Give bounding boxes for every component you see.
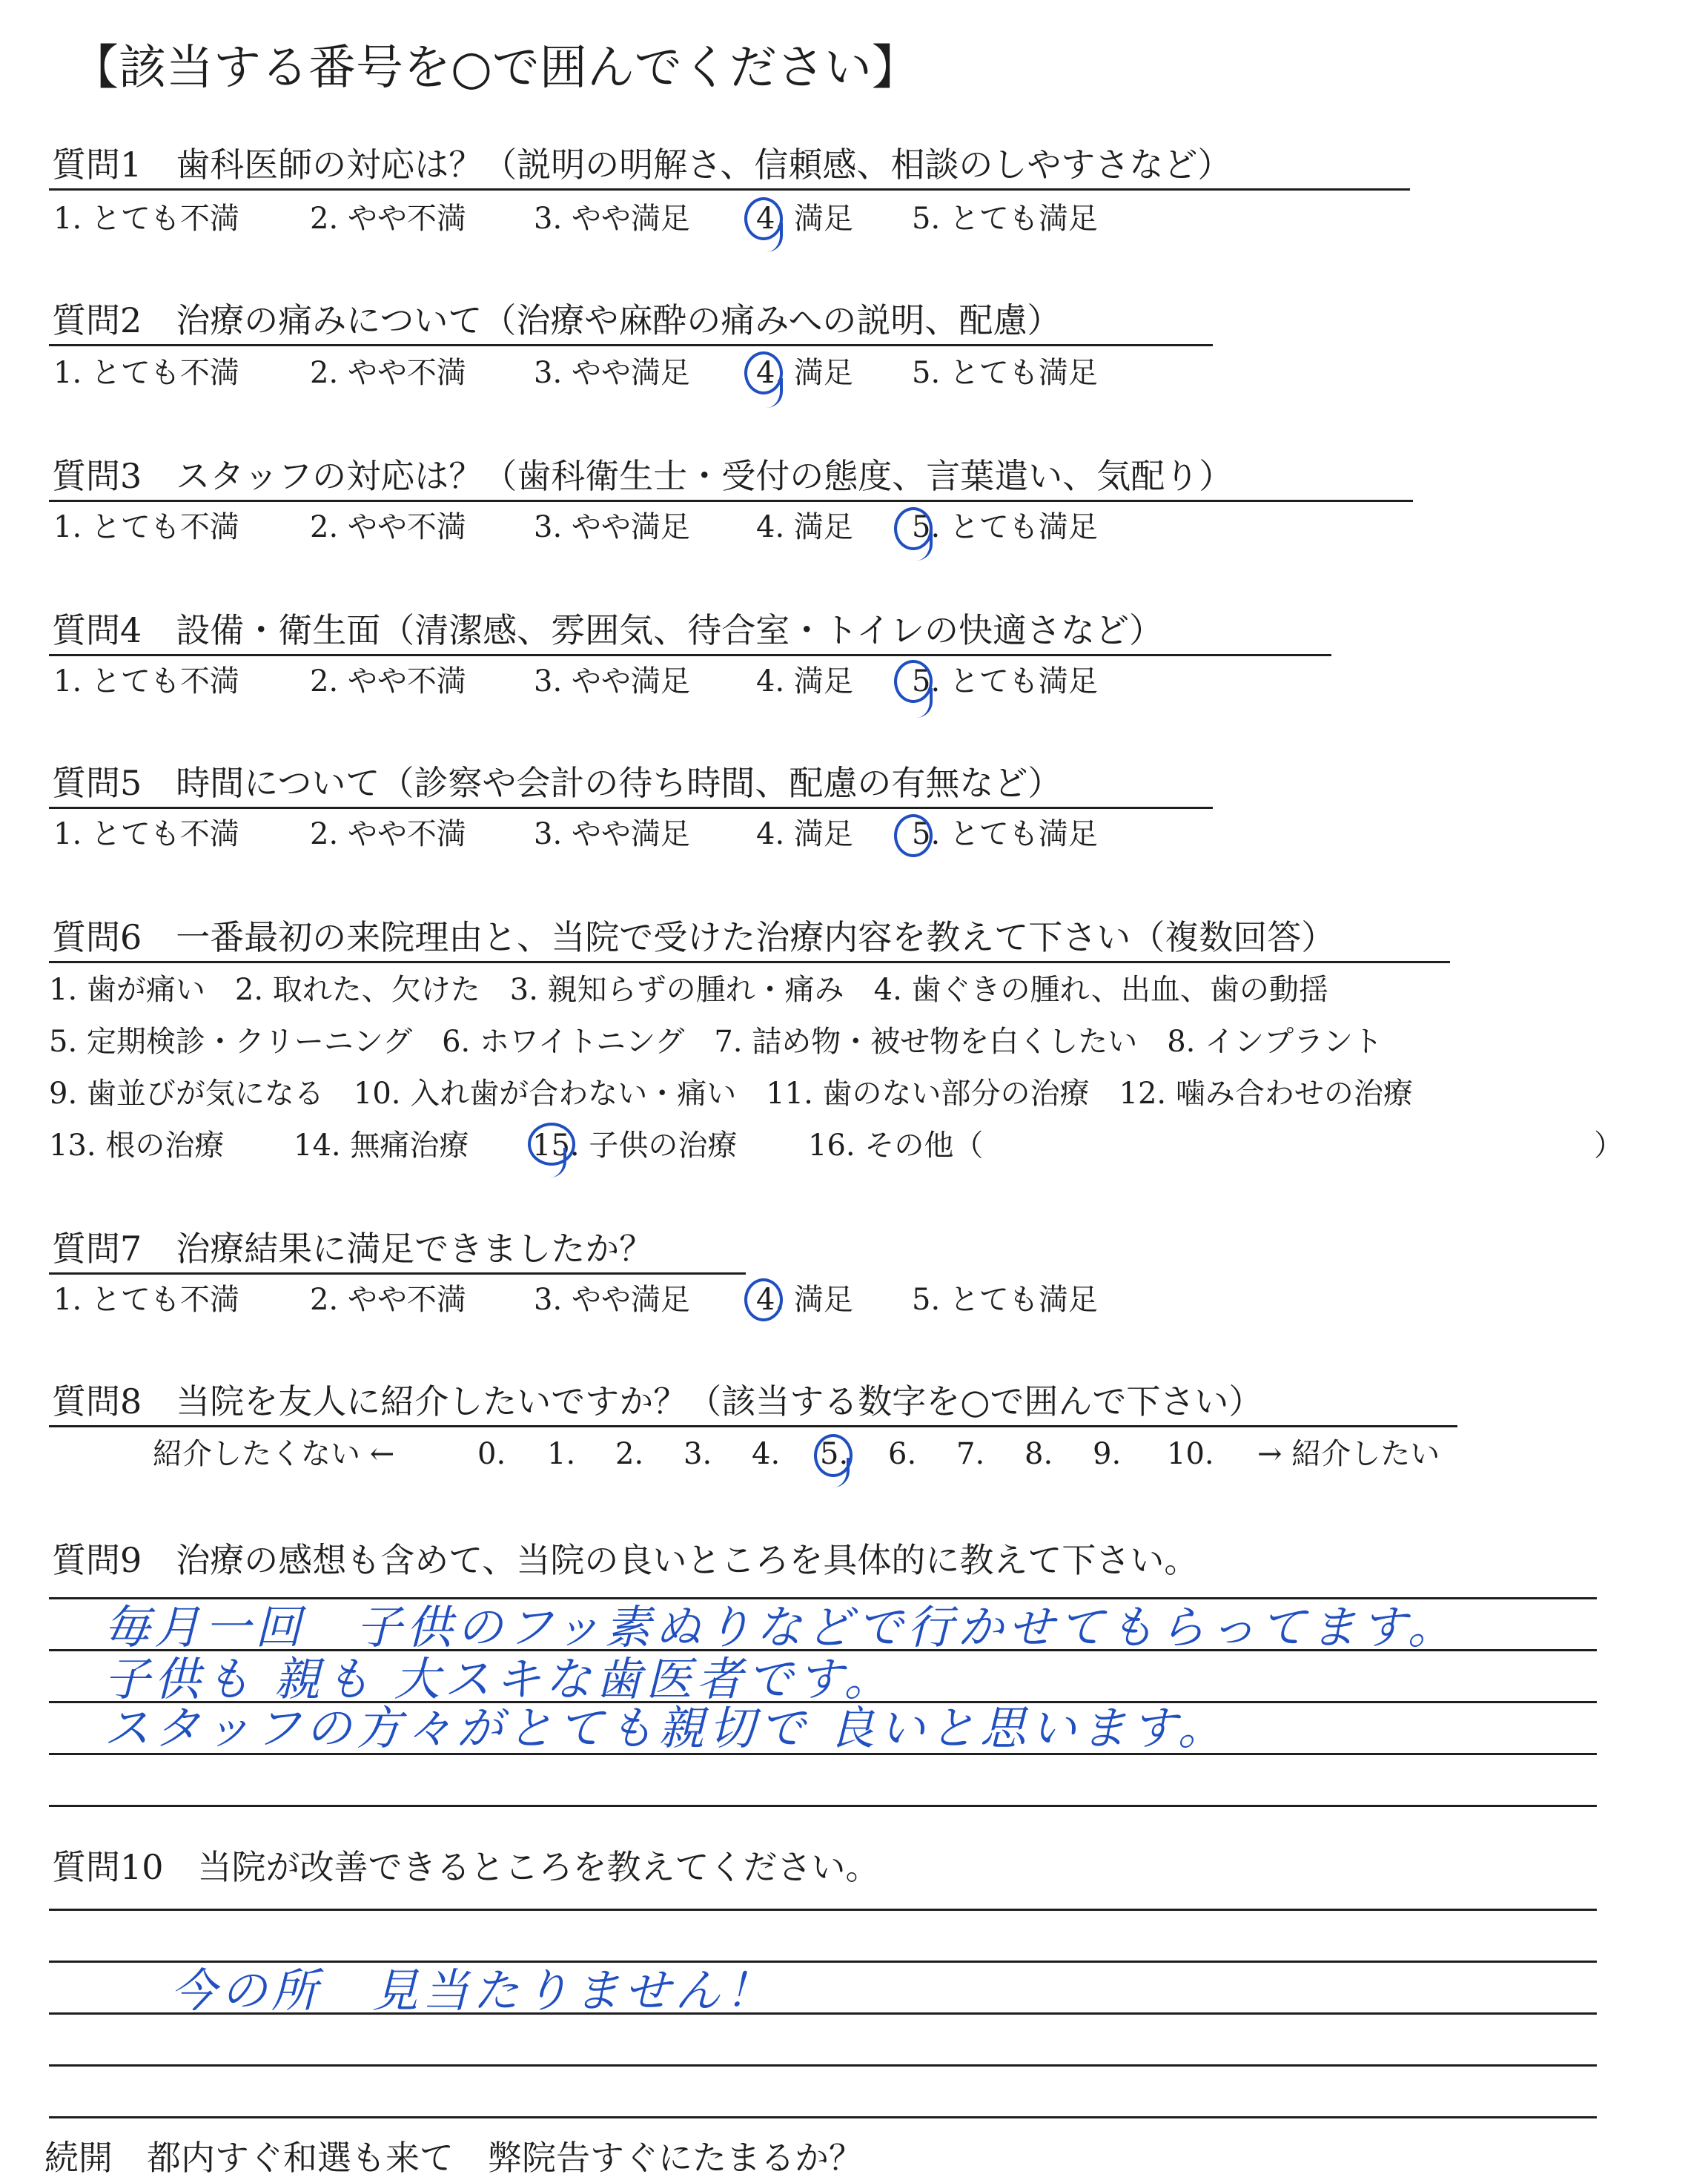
q1-option-4[interactable]: 4. 満足 bbox=[756, 202, 853, 236]
q3-option-4[interactable]: 4. 満足 bbox=[756, 510, 853, 544]
q8-scale-left-label: 紹介したくない ← bbox=[153, 1437, 395, 1471]
q7-option-1[interactable]: 1. とても不満 bbox=[53, 1283, 239, 1317]
q10-handwritten-answer: 今の所 見当たりません！ bbox=[171, 1963, 776, 2018]
question-1-label: 質問1 歯科医師の対応は？（説明の明解さ、信頼感、相談のしやすさなど） bbox=[52, 145, 1232, 185]
question-8-underline bbox=[49, 1425, 1457, 1427]
q1-option-3[interactable]: 3. やや満足 bbox=[534, 202, 690, 236]
q4-option-5[interactable]: 5. とても満足 bbox=[912, 664, 1098, 698]
q2-option-4[interactable]: 4. 満足 bbox=[756, 356, 853, 390]
q4-circle-tail bbox=[916, 688, 933, 718]
q3-option-2[interactable]: 2. やや不満 bbox=[310, 510, 466, 544]
q7-selected-circle bbox=[744, 1278, 783, 1321]
q5-option-5[interactable]: 5. とても満足 bbox=[912, 817, 1098, 851]
q8-scale-5[interactable]: 5. bbox=[820, 1437, 849, 1471]
q3-option-1[interactable]: 1. とても不満 bbox=[53, 510, 239, 544]
question-2-label: 質問2 治療の痛みについて（治療や麻酔の痛みへの説明、配慮） bbox=[52, 300, 1062, 340]
q1-option-5[interactable]: 5. とても満足 bbox=[912, 202, 1098, 236]
q7-option-2[interactable]: 2. やや不満 bbox=[310, 1283, 466, 1317]
q6-options-line-1[interactable]: 1. 歯が痛い 2. 取れた、欠けた 3. 親知らずの腫れ・痛み 4. 歯ぐきの腫れ、出血、歯の動揺 bbox=[49, 973, 1328, 1007]
q8-scale-8[interactable]: 8. bbox=[1025, 1437, 1053, 1471]
question-9-label: 質問9 治療の感想も含めて、当院の良いところを具体的に教えて下さい。 bbox=[52, 1540, 1199, 1580]
q8-scale-right-label: → 紹介したい bbox=[1257, 1437, 1440, 1471]
q7-option-3[interactable]: 3. やや満足 bbox=[534, 1283, 690, 1317]
q9-handwritten-line-3: スタッフの方々がとても親切で 良いと思います。 bbox=[104, 1701, 1228, 1755]
question-8-label: 質問8 当院を友人に紹介したいですか？（該当する数字を○で囲んで下さい） bbox=[52, 1381, 1263, 1421]
q8-scale-10[interactable]: 10. bbox=[1167, 1437, 1214, 1471]
page-title: 【該当する番号を○で囲んでください】 bbox=[71, 41, 919, 96]
q6-option-16[interactable]: 16. その他（ bbox=[808, 1129, 984, 1163]
q10-answer-rule-2 bbox=[49, 1961, 1597, 1963]
q3-option-5[interactable]: 5. とても満足 bbox=[912, 510, 1098, 544]
q1-circle-tail bbox=[767, 222, 783, 252]
q4-option-1[interactable]: 1. とても不満 bbox=[53, 664, 239, 698]
q3-circle-tail bbox=[916, 531, 933, 561]
q10-answer-rule-1 bbox=[49, 1909, 1597, 1911]
q6-circle-tail bbox=[550, 1148, 566, 1177]
q4-option-4[interactable]: 4. 満足 bbox=[756, 664, 853, 698]
q5-option-1[interactable]: 1. とても不満 bbox=[53, 817, 239, 851]
question-10-label: 質問10 当院が改善できるところを教えてください。 bbox=[52, 1847, 880, 1887]
q7-option-4[interactable]: 4. 満足 bbox=[756, 1283, 853, 1317]
q2-option-1[interactable]: 1. とても不満 bbox=[53, 356, 239, 390]
q6-option-13[interactable]: 13. 根の治療 bbox=[49, 1129, 225, 1163]
q8-scale-9[interactable]: 9. bbox=[1093, 1437, 1122, 1471]
q10-answer-rule-5 bbox=[49, 2116, 1597, 2118]
q8-scale-3[interactable]: 3. bbox=[683, 1437, 712, 1471]
question-4-label: 質問4 設備・衛生面（清潔感、雰囲気、待合室・トイレの快適さなど） bbox=[52, 610, 1163, 650]
q2-circle-tail bbox=[767, 378, 783, 408]
question-3-underline bbox=[49, 500, 1413, 502]
question-6-underline bbox=[49, 961, 1450, 963]
q6-options-line-2[interactable]: 5. 定期検診・クリーニング 6. ホワイトニング 7. 詰め物・被せ物を白くしたい 8. インプラント bbox=[49, 1025, 1383, 1059]
q8-scale-4[interactable]: 4. bbox=[752, 1437, 781, 1471]
q2-option-2[interactable]: 2. やや不満 bbox=[310, 356, 466, 390]
question-5-label: 質問5 時間について（診察や会計の待ち時間、配慮の有無など） bbox=[52, 763, 1062, 803]
question-6-label: 質問6 一番最初の来院理由と、当院で受けた治療内容を教えて下さい（複数回答） bbox=[52, 917, 1336, 957]
q8-circle-tail bbox=[833, 1458, 850, 1487]
q3-option-3[interactable]: 3. やや満足 bbox=[534, 510, 690, 544]
q8-scale-7[interactable]: 7. bbox=[956, 1437, 985, 1471]
q2-option-5[interactable]: 5. とても満足 bbox=[912, 356, 1098, 390]
q8-scale-0[interactable]: 0. bbox=[477, 1437, 506, 1471]
q6-option-14[interactable]: 14. 無痛治療 bbox=[294, 1129, 469, 1163]
q6-options-line-3[interactable]: 9. 歯並びが気になる 10. 入れ歯が合わない・痛い 11. 歯のない部分の治療 12. 噛み合わせの治療 bbox=[49, 1077, 1413, 1111]
q8-scale-6[interactable]: 6. bbox=[888, 1437, 917, 1471]
q9-handwritten-line-2: 子供も 親も 大スキな歯医者です。 bbox=[104, 1652, 895, 1706]
q5-option-4[interactable]: 4. 満足 bbox=[756, 817, 853, 851]
q9-answer-rule-5 bbox=[49, 1805, 1597, 1807]
q8-scale-2[interactable]: 2. bbox=[615, 1437, 644, 1471]
q5-option-2[interactable]: 2. やや不満 bbox=[310, 817, 466, 851]
question-5-underline bbox=[49, 807, 1213, 809]
q4-option-2[interactable]: 2. やや不満 bbox=[310, 664, 466, 698]
q2-option-3[interactable]: 3. やや満足 bbox=[534, 356, 690, 390]
q6-other-close: ） bbox=[1594, 1129, 1623, 1163]
q5-option-3[interactable]: 3. やや満足 bbox=[534, 817, 690, 851]
footer-partial-text: 続開 都内すぐ和選も来て 弊院告すぐにたまるか？ bbox=[44, 2138, 863, 2178]
question-2-underline bbox=[49, 344, 1213, 346]
q1-option-1[interactable]: 1. とても不満 bbox=[53, 202, 239, 236]
q8-scale-1[interactable]: 1. bbox=[547, 1437, 576, 1471]
q6-option-15[interactable]: 15. 子供の治療 bbox=[532, 1129, 738, 1163]
question-4-underline bbox=[49, 654, 1331, 656]
q5-selected-circle bbox=[894, 814, 933, 857]
question-1-underline bbox=[49, 188, 1410, 191]
q9-handwritten-line-1: 毎月一回 子供のフッ素ぬりなどで行かせてもらってます。 bbox=[104, 1600, 1458, 1654]
q10-answer-rule-4 bbox=[49, 2064, 1597, 2067]
question-7-underline bbox=[49, 1272, 746, 1275]
q4-option-3[interactable]: 3. やや満足 bbox=[534, 664, 690, 698]
question-3-label: 質問3 スタッフの対応は？（歯科衛生士・受付の態度、言葉遣い、気配り） bbox=[52, 456, 1234, 496]
q9-answer-rule-1 bbox=[49, 1597, 1597, 1599]
q7-option-5[interactable]: 5. とても満足 bbox=[912, 1283, 1098, 1317]
q1-option-2[interactable]: 2. やや不満 bbox=[310, 202, 466, 236]
question-7-label: 質問7 治療結果に満足できましたか？ bbox=[52, 1229, 654, 1269]
